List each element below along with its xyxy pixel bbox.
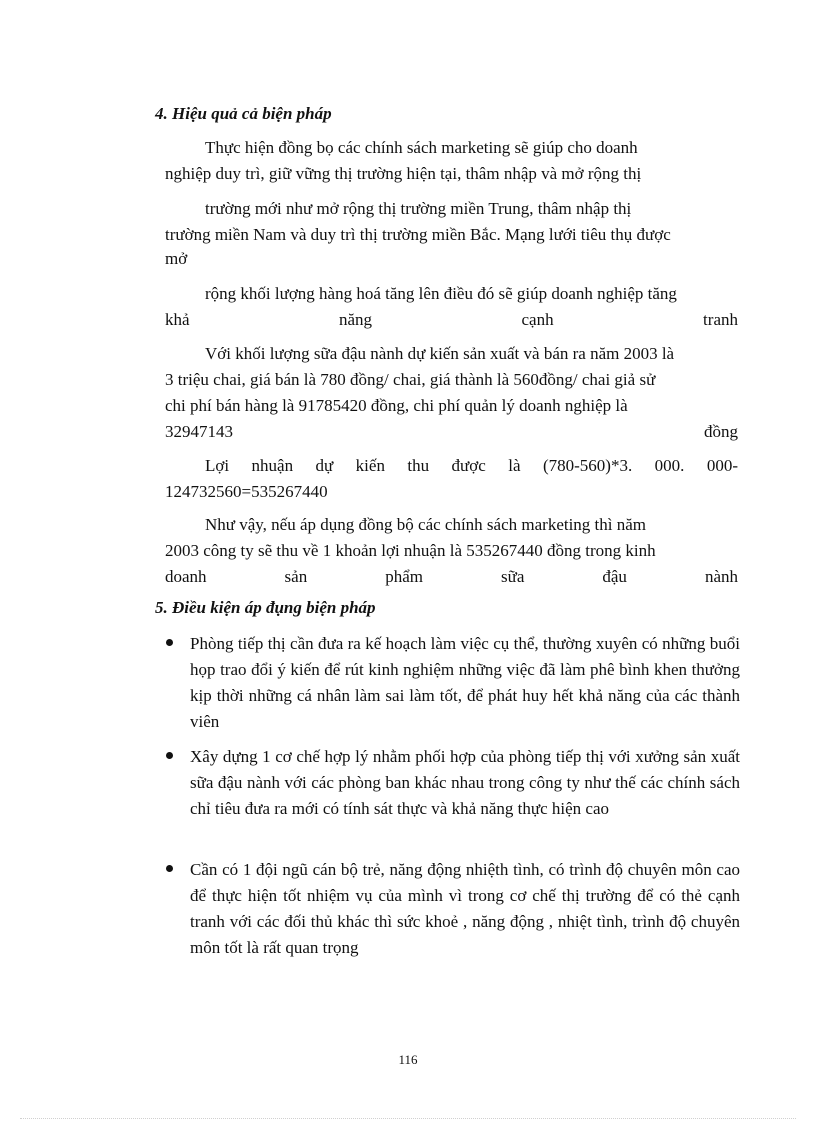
paragraph-6-line-1: Như vậy, nếu áp dụng đồng bộ các chính sách marketing thì năm [205, 515, 647, 534]
paragraph-2-line-3: mở [165, 249, 188, 268]
bullet-icon [166, 639, 173, 646]
paragraph-3-line-2: khả năng cạnh tranh [165, 310, 738, 329]
list-item [160, 857, 740, 961]
page-number: 116 [398, 1052, 418, 1067]
paragraph-5-line-2: 124732560=535267440 [165, 482, 328, 501]
paragraph-1-line-2: nghiệp duy trì, giữ vững thị trường hiện tại, thâm nhập và mở rộng thị [165, 164, 642, 183]
bullet-icon [166, 865, 173, 872]
paragraph-1-line-1: Thực hiện đồng bọ các chính sách marketing sẽ giúp cho doanh [205, 138, 638, 157]
paragraph-6-line-3: doanh sản phẩm sữa đậu nành [165, 567, 738, 586]
list-item-text: Cần có 1 đội ngũ cán bộ trẻ, năng động nhiệth tình, có trình độ chuyên môn cao để thực hiện tốt nhiệm vụ của mình vì trong cơ chế thị trường để có thẻ cạnh tranh với các đối thủ khác thì sức khoẻ , năng động , nhiệt tình, trình độ chuyên môn tốt là rất quan trọng [190, 860, 740, 957]
paragraph-2-line-1: trường mới như mở rộng thị trường miền Trung, thâm nhập thị [205, 199, 632, 218]
paragraph-4-line-2: 3 triệu chai, giá bán là 780 đồng/ chai, giá thành là 560đồng/ chai giả sử [165, 370, 656, 389]
list-item [160, 631, 740, 735]
paragraph-4-line-1: Với khối lượng sữa đậu nành dự kiến sản xuất và bán ra năm 2003 là [205, 344, 675, 363]
bullet-icon [166, 752, 173, 759]
paragraph-4-line-4: 32947143 đồng [165, 422, 738, 441]
list-item-text: Xây dựng 1 cơ chế hợp lý nhằm phối hợp của phòng tiếp thị với xưởng sản xuất sữa đậu nành với các phòng ban khác nhau trong công ty như thế các chính sách chỉ tiêu đưa ra mới có tính sát thực và khả năng thực hiện cao [190, 747, 740, 818]
paragraph-6-line-2: 2003 công ty sẽ thu về 1 khoản lợi nhuận là 535267440 đồng trong kinh [165, 541, 656, 560]
paragraph-3-line-1: rộng khối lượng hàng hoá tăng lên điều đó sẽ giúp doanh nghiệp tăng [205, 284, 677, 303]
section-4-heading: 4. Hiệu quả cả biện pháp [155, 104, 332, 123]
section-5-heading: 5. Điều kiện áp đụng biện pháp [155, 598, 376, 617]
paragraph-5-line-1: Lợi nhuận dự kiến thu được là (780-560)*3. 000. 000- [205, 456, 738, 475]
paragraph-4-line-3: chi phí bán hàng là 91785420 đồng, chi phí quản lý doanh nghiệp là [165, 396, 628, 415]
paragraph-2-line-2: trường miền Nam và duy trì thị trường miền Bắc. Mạng lưới tiêu thụ được [165, 225, 671, 244]
list-item-text: Phòng tiếp thị cần đưa ra kế hoạch làm việc cụ thể, thường xuyên có những buổi họp trao đổi ý kiến để rút kinh nghiệm những việc đã làm phê bình khen thưởng kịp thời những cá nhân làm sai làm tốt, để phát huy hết khả năng của các thành viên [190, 634, 740, 731]
list-item [160, 744, 740, 822]
page-divider [20, 1118, 796, 1119]
